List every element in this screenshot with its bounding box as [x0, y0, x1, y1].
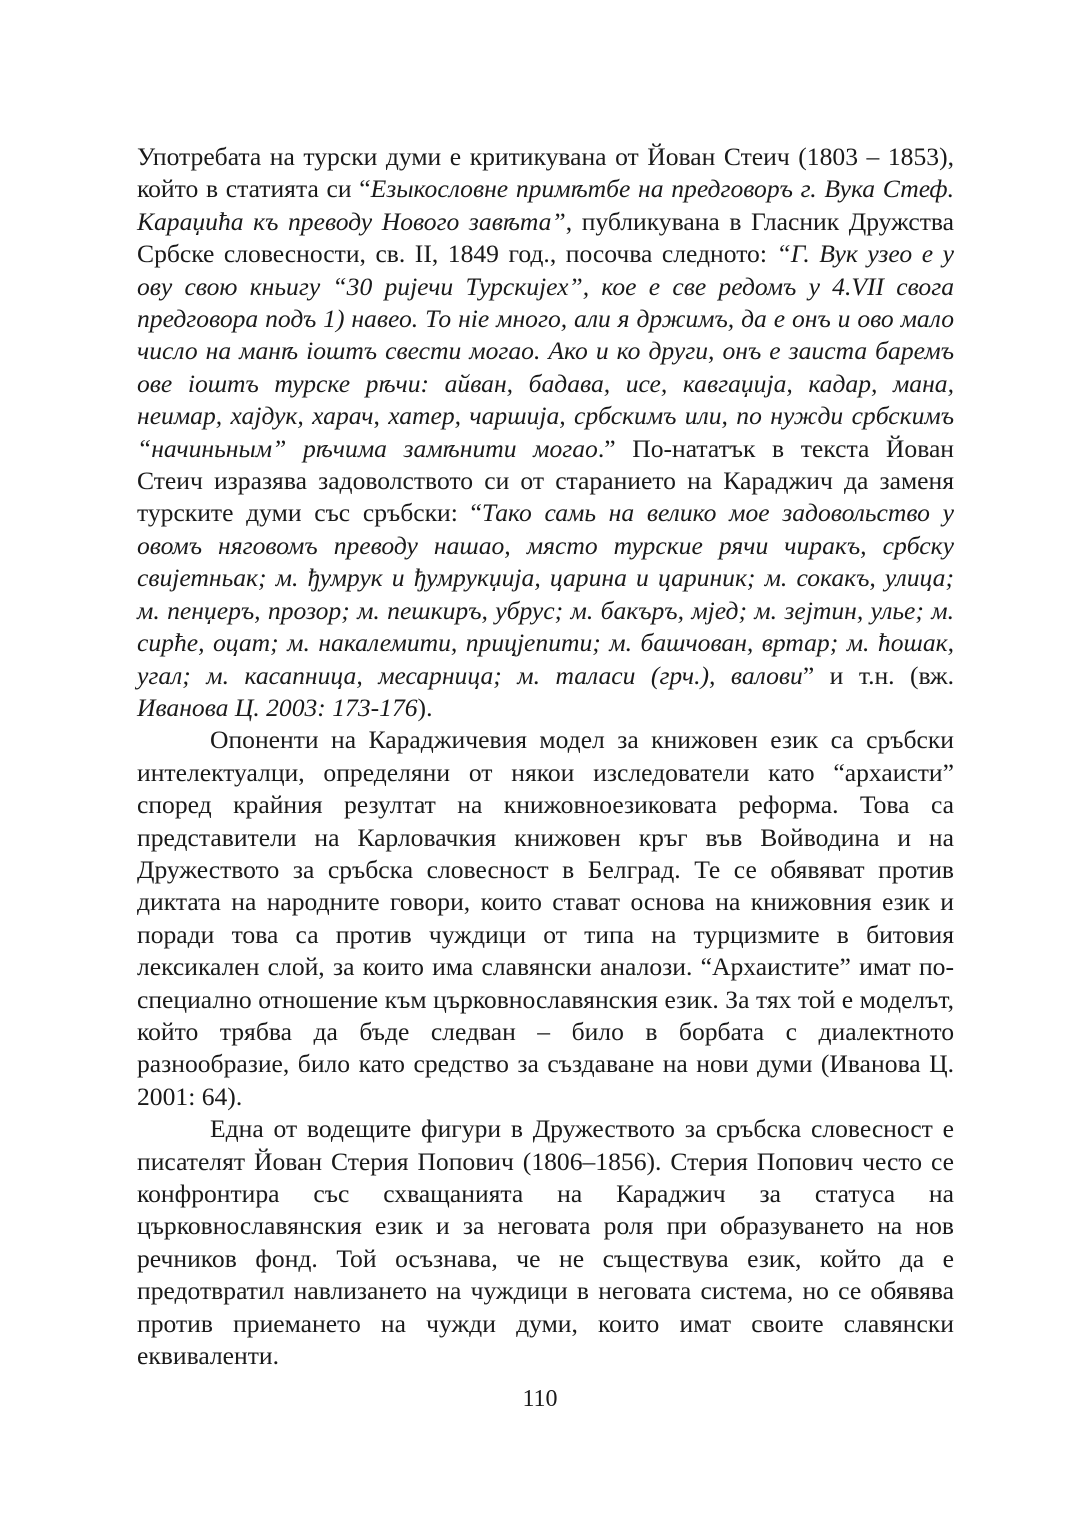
body-text: [137, 141, 954, 1372]
text-run: ).: [417, 692, 433, 722]
text-run: ,: [373, 401, 389, 431]
text-run: Употребата на турски думи е критикувана от Йован Стеич (1803 – 1853), който в статията си “: [137, 142, 954, 204]
italic-run: хатер, чаршиjа, србскимъ или, по нужди србскимъ “начиньным” рѣчима замѣнити могао: [137, 401, 955, 463]
text-run: Една от водещите фигури в Дружеството за сръбска словесност е писателят Йован Стерия Попович (1806–1856). Стерия Попович често се конфронтира със схващанията на Караджич за статуса на църковнославянския език и за неговата роля при образуването на нов речников фонд. Той осъзнава, че не съществува език, който да е предотвратил навлизането на чуждици в неговата система, но се обявява против приемането на чужди думи, които имат своите славянски еквиваленти.: [137, 1114, 954, 1371]
paragraph-1: [137, 141, 954, 724]
text-run: , публикувана в Гласник Дружства Србске словесности, св. II, 1849 год., посочва следното:: [137, 206, 954, 269]
text-run: ” и т.н. (вж.: [802, 660, 954, 690]
page-number: 110: [522, 1386, 558, 1412]
italic-run: Езыкословне примѣтбе на предговоръ г. Вука Стеф. Караџића къ преводу Нового завѣта”: [137, 174, 954, 236]
paragraph-2: [137, 724, 954, 1113]
paragraph-3: [137, 1113, 954, 1372]
text-run: Опоненти на Караджичевия модел за книжовен език са сръбски интелектуалци, определяни от някои изследователи като “архаисти” според крайния резултат на книжовноезиковата реформа. Това са представители на Карловачкия книжовен кръг във Войводина и на Дружеството за сръбска словесност в Белград. Те се обявяват против диктата на народните говори, които стават основа на книжовния език и поради това са против чуждици от типа на турцизмите в битовия лексикален слой, за които има славянски аналози. “Архаистите” имат по-специално отношение към църковнославянския език. За тях той е моделът, който трябва да бъде следван – било в борбата с диалектното разнообразие, било като средство за създаване на нови думи (Иванова Ц. 2001: 64).: [137, 725, 954, 1111]
italic-run: “Г. Вук узео е у ову свою кньигу “30 риjечи Турскиjех”, кое е све редомъ у 4.VII свога предговора подъ 1) навео. То нiе много, али я држимъ, да е онъ и ово мало число на манѣ iоштъ свести могао. Ако и ко други, онъ е заиста баремъ ове iоштъ турске рѣчи: айван, бадава, исе, кавгаџиjа, кадар, мана, неимар, хаjдук, харач: [137, 239, 954, 431]
text-run: .” По-нататък в текста Йован Стеич изразява задоволството си от старанието на Караджич да заменя турските думи със сръбски: “: [137, 433, 954, 528]
italic-run: Тако самь на велико мое задовольство у овомъ няговомъ преводу нашао, място турские рячи чиракъ, србску свиjетньак; м. ђумрук и ђумрукџиjа, царина и цариник; м. сокакъ, улица; м. пенџеръ, прозор; м. пешкиръ, убрус; м. бакъръ, мjед; м. зеjтин, улье; м. сирће, оцат; м. накалемити, прицjепити; м. башчован, вртар; м. ћошак, угал; м. касапница, месарница; м. таласи (грч.), валови: [137, 498, 954, 690]
italic-run: Иванова Ц. 2003: 173-176: [137, 692, 418, 722]
